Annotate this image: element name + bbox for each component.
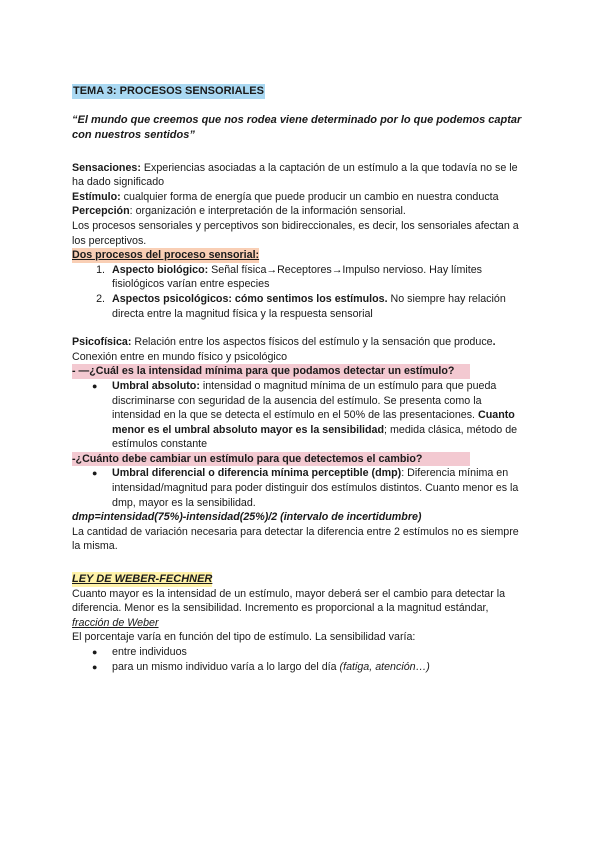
question-heading: -¿Cuánto debe cambiar un estímulo para que detectemos el cambio? bbox=[72, 452, 470, 467]
term: Percepción bbox=[72, 205, 130, 218]
bullet-list bbox=[72, 379, 530, 452]
term: Sensaciones: bbox=[72, 161, 141, 174]
weber-fraction-link: fracción de Weber bbox=[72, 616, 159, 629]
psicofisica-connection: Conexión entre en mundo físico y psicológico bbox=[72, 350, 288, 363]
page-title bbox=[72, 84, 530, 99]
term: Umbral diferencial o diferencia mínima perceptible (dmp) bbox=[112, 467, 402, 480]
document-body bbox=[72, 84, 530, 674]
formula-explanation: La cantidad de variación necesaria para detectar la diferencia entre 2 estímulos no es siempre la misma. bbox=[72, 525, 519, 553]
intro-quote: “El mundo que creemos que nos rodea viene determinado por lo que podemos captar con nuestros sentidos” bbox=[72, 113, 522, 141]
list-item bbox=[108, 263, 530, 292]
bullet-icon: ● bbox=[92, 661, 98, 672]
item-italic: (fatiga, atención…) bbox=[339, 660, 430, 673]
bidirectional-note: Los procesos sensoriales y perceptivos son bidireccionales, es decir, los sensoriales afectan a los perceptivos. bbox=[72, 219, 519, 247]
law-text bbox=[72, 587, 530, 631]
period: . bbox=[492, 336, 496, 349]
term: Aspectos psicológicos: cómo sentimos los estímulos. bbox=[112, 292, 388, 305]
bullet-list bbox=[72, 645, 530, 674]
term: Psicofísica: bbox=[72, 336, 132, 349]
definition: Experiencias asociadas a la captación de un estímulo a la que todavía no se le ha dado significado bbox=[72, 161, 518, 189]
law-percentage: El porcentaje varía en función del tipo de estímulo. La sensibilidad varía: bbox=[72, 631, 416, 644]
formula: dmp=intensidad(75%)-intensidad(25%)/2 (intervalo de incertidumbre) bbox=[72, 511, 422, 524]
term: Aspecto biológico: bbox=[112, 263, 209, 276]
item-tail: ; medida clásica, método de estímulos constante bbox=[112, 423, 518, 451]
def-sensaciones bbox=[72, 161, 530, 190]
bullet-icon: ● bbox=[92, 647, 98, 657]
list-item bbox=[92, 660, 530, 675]
question-heading: - —¿Cuál es la intensidad mínima para que podamos detectar un estímulo? bbox=[72, 364, 470, 379]
law-body: Cuanto mayor es la intensidad de un estímulo, mayor deberá ser el cambio para detectar la diferencia. Menor es la sensibilidad. Incremento es proporcional a la magnitud estándar, bbox=[72, 587, 506, 615]
item-text: No siempre hay relación directa entre la magnitud física y la respuesta sensorial bbox=[112, 292, 506, 320]
definition: cualquier forma de energía que puede producir un cambio en nuestra conducta bbox=[120, 190, 499, 203]
law-heading-text: LEY DE WEBER-FECHNER bbox=[72, 573, 213, 586]
list-item bbox=[92, 645, 530, 660]
def-estimulo bbox=[72, 190, 530, 205]
list-item bbox=[92, 379, 530, 452]
item-text: Señal física→Receptores→Impulso nervioso. Hay límites fisiológicos varían entre especies bbox=[112, 263, 483, 291]
bullet-icon: ● bbox=[92, 380, 98, 391]
term: Umbral absoluto: bbox=[112, 379, 200, 392]
section-heading-text: Dos procesos del proceso sensorial: bbox=[72, 249, 260, 262]
item-text: : Diferencia mínima en intensidad/magnitud para poder distinguir dos estímulos distintos. Cuanto menor es la dmp, mayor es la sensibilidad. bbox=[112, 467, 519, 509]
section-heading bbox=[72, 248, 530, 263]
definition: Relación entre los aspectos físicos del estímulo y la sensación que produce bbox=[131, 336, 493, 349]
definition: : organización e interpretación de la información sensorial. bbox=[129, 205, 406, 218]
term: Estímulo: bbox=[72, 190, 121, 203]
list-item bbox=[108, 292, 530, 321]
law-heading bbox=[72, 572, 530, 587]
bullet-list bbox=[72, 466, 530, 510]
title-text: TEMA 3: PROCESOS SENSORIALES bbox=[73, 85, 264, 97]
item-text: intensidad o magnitud mínima de un estímulo para que pueda discriminarse con seguridad de la ausencia del estímulo. Se presenta como la intensidad en la que se detecta el estímulo en el 50% de las presentaciones. bbox=[112, 379, 497, 422]
def-psicofisica bbox=[72, 335, 530, 350]
item-text: para un mismo individuo varía a lo largo del día bbox=[112, 660, 340, 673]
bullet-icon: ● bbox=[92, 468, 98, 479]
emphasis: Cuanto menor es el umbral absoluto mayor es la sensibilidad bbox=[112, 409, 515, 436]
def-percepcion bbox=[72, 204, 530, 219]
list-item bbox=[92, 466, 530, 510]
item-text: entre individuos bbox=[112, 646, 187, 658]
numbered-list bbox=[72, 263, 530, 321]
